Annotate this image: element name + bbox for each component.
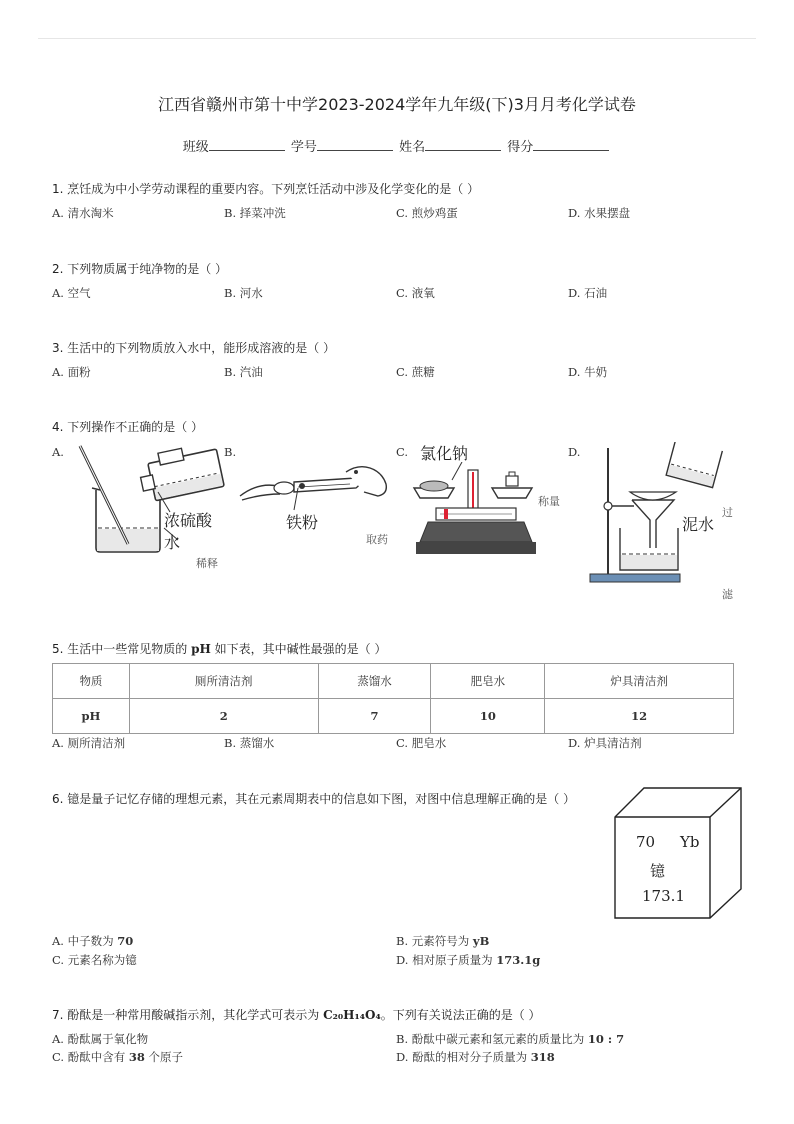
q4-option-c[interactable]: C.: [396, 445, 409, 459]
q5-stem-pre: 5. 生活中一些常见物质的: [52, 642, 192, 656]
q6-option-d[interactable]: [396, 952, 540, 968]
q6-option-b[interactable]: [396, 933, 489, 949]
q4-stem: 4. 下列操作不正确的是（ ）: [52, 420, 204, 434]
figure-a-water-label: 水: [164, 533, 181, 552]
figure-c-balance: [408, 462, 538, 562]
q7-option-b-text: B. 酚酞中碳元素和氢元素的质量比为: [396, 1032, 588, 1046]
table-row: [53, 699, 734, 734]
q1-option-b[interactable]: B. 择菜冲洗: [224, 206, 286, 220]
q7-option-c-suffix: 个原子: [144, 1050, 184, 1064]
name-label: 姓名: [399, 140, 426, 155]
q3-stem: 3. 生活中的下列物质放入水中，能形成溶液的是（ ）: [52, 341, 336, 355]
element-mass: 173.1: [642, 887, 685, 905]
table-cell: 10: [431, 699, 545, 734]
q7-option-b-value: 10 : 7: [587, 1032, 625, 1046]
q1-option-d[interactable]: D. 水果摆盘: [568, 206, 631, 220]
q2-stem: 2. 下列物质属于纯净物的是（ ）: [52, 262, 228, 276]
q3-option-b[interactable]: B. 汽油: [224, 365, 263, 379]
q4-option-b[interactable]: B.: [224, 445, 237, 459]
q3-option-d[interactable]: D. 牛奶: [568, 365, 608, 379]
q6-option-c[interactable]: [52, 952, 137, 968]
q6-option-d-text: D. 相对原子质量为: [396, 953, 497, 967]
q7-option-d[interactable]: [396, 1049, 555, 1065]
q4-option-d[interactable]: D.: [568, 445, 581, 459]
q7-option-d-text: D. 酚酞的相对分子质量为: [396, 1050, 531, 1064]
q5-option-d[interactable]: D. 炉具清洁剂: [568, 736, 642, 750]
q7-option-c-text: C. 酚酞中含有: [52, 1050, 129, 1064]
q7-option-c[interactable]: [52, 1049, 183, 1065]
q3-option-a[interactable]: A. 面粉: [52, 365, 91, 379]
q7-option-d-value: 318: [530, 1050, 555, 1064]
q5-option-c[interactable]: C. 肥皂水: [396, 736, 447, 750]
q1-option-a[interactable]: A. 清水淘米: [52, 206, 114, 220]
q7-stem-post: 。下列有关说法正确的是（ ）: [380, 1008, 541, 1022]
element-symbol: Yb: [680, 833, 700, 851]
q7-option-a[interactable]: [52, 1031, 148, 1047]
figure-b-label: 铁粉: [286, 513, 319, 532]
name-blank[interactable]: [425, 139, 501, 151]
figure-d-caption-1: 过: [722, 506, 733, 519]
table-header-cell: 肥皂水: [431, 664, 545, 699]
table-cell: 2: [129, 699, 318, 734]
element-cell-yb: [614, 787, 742, 919]
q3-option-c[interactable]: C. 蔗糖: [396, 365, 435, 379]
figure-b-test-tube: [238, 458, 398, 518]
q7-option-c-value: 38: [128, 1050, 145, 1064]
ph-table: [52, 663, 734, 734]
element-number: 70: [636, 833, 656, 851]
score-blank[interactable]: [533, 139, 609, 151]
q5-option-b[interactable]: B. 蒸馏水: [224, 736, 275, 750]
figure-a-dilution: [70, 440, 230, 560]
q4-option-a[interactable]: A.: [52, 445, 64, 459]
q7-option-a-text: A. 酚酞属于氧化物: [52, 1032, 149, 1046]
q2-option-d[interactable]: D. 石油: [568, 286, 608, 300]
q2-option-c[interactable]: C. 液氧: [396, 286, 435, 300]
q5-stem-ph: pH: [191, 642, 211, 656]
q5-option-a[interactable]: A. 厕所清洁剂: [52, 736, 126, 750]
q6-option-c-text: C. 元素名称为镱: [52, 953, 137, 967]
q6-option-a-value: 70: [117, 934, 134, 948]
table-cell: 12: [545, 699, 734, 734]
q7-stem-pre: 7. 酚酞是一种常用酸碱指示剂，其化学式可表示为: [52, 1008, 324, 1022]
table-header-cell: 蒸馏水: [318, 664, 431, 699]
q6-stem: 6. 镱是量子记忆存储的理想元素，其在元素周期表中的信息如下图，对图中信息理解正确的是（ ）: [52, 792, 576, 806]
table-header-cell: 炉具清洁剂: [545, 664, 734, 699]
q7-stem: [52, 1006, 541, 1023]
q2-option-a[interactable]: A. 空气: [52, 286, 91, 300]
element-name: 镱: [650, 862, 666, 880]
table-cell: pH: [53, 699, 130, 734]
table-header-cell: 厕所清洁剂: [129, 664, 318, 699]
figure-c-caption: 称量: [538, 495, 560, 508]
q2-option-b[interactable]: B. 河水: [224, 286, 263, 300]
table-row: [53, 664, 734, 699]
figure-d-label: 泥水: [682, 515, 715, 534]
figure-a-acid-label: 浓硫酸: [164, 511, 213, 530]
q1-stem: 1. 烹饪成为中小学劳动课程的重要内容。下列烹饪活动中涉及化学变化的是（ ）: [52, 182, 480, 196]
figure-b-caption: 取药: [366, 533, 388, 546]
figure-c-label: 氯化钠: [420, 444, 469, 463]
class-label: 班级: [182, 140, 209, 155]
table-header-cell: 物质: [53, 664, 130, 699]
q7-option-b[interactable]: [396, 1031, 624, 1047]
page-title: 江西省赣州市第十中学2023-2024学年九年级(下)3月月考化学试卷: [158, 95, 636, 114]
figure-a-caption: 稀释: [196, 557, 218, 570]
q5-stem: [52, 640, 386, 657]
q6-option-d-value: 173.1g: [496, 953, 541, 967]
number-blank[interactable]: [317, 139, 393, 151]
q7-formula: C₂₀H₁₄O₄: [323, 1008, 381, 1022]
q6-option-a-text: A. 中子数为: [52, 934, 118, 948]
q6-option-a[interactable]: [52, 933, 133, 949]
header-rule: [38, 38, 756, 39]
q6-option-b-text: B. 元素符号为: [396, 934, 473, 948]
q5-stem-post: 如下表，其中碱性最强的是（ ）: [210, 642, 387, 656]
q6-option-b-value: yB: [472, 934, 490, 948]
class-blank[interactable]: [209, 139, 285, 151]
figure-d-caption-2: 滤: [722, 588, 733, 601]
score-label: 得分: [507, 140, 534, 155]
table-cell: 7: [318, 699, 431, 734]
student-info: [0, 136, 794, 155]
number-label: 学号: [290, 140, 317, 155]
q1-option-c[interactable]: C. 煎炒鸡蛋: [396, 206, 458, 220]
